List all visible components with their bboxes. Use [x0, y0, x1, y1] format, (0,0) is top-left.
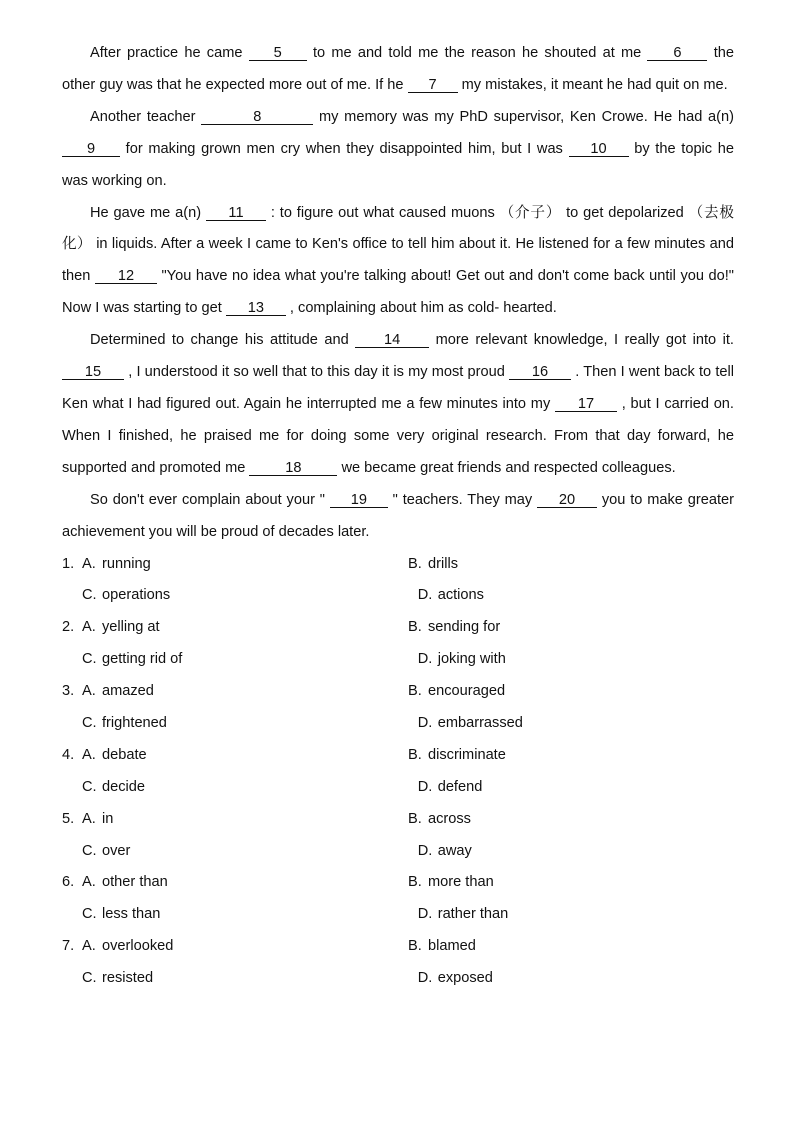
option-5b[interactable]: [408, 804, 734, 836]
option-text: away: [437, 842, 472, 859]
option-6b[interactable]: [408, 867, 734, 899]
option-text: over: [102, 842, 131, 859]
text: : to figure out what caused muons （介子） to get depolarized （去极化） in liquids. After a week I came to Ken's office to tell him about it. He listened for a few minutes and then: [62, 204, 734, 285]
option-letter: C.: [82, 587, 97, 604]
option-text: less than: [102, 906, 161, 923]
option-text: rather than: [437, 906, 509, 923]
blank-10: 10: [569, 142, 629, 157]
option-text: resisted: [102, 970, 154, 987]
blank-7: 7: [408, 78, 458, 93]
option-text: frightened: [102, 714, 167, 731]
option-letter: C.: [82, 906, 97, 923]
question-2-row-ab: [62, 612, 734, 644]
option-letter: A.: [82, 810, 96, 827]
blank-8: 8: [201, 110, 313, 125]
option-2d[interactable]: [418, 644, 734, 676]
option-7d[interactable]: [418, 963, 734, 995]
option-text: drills: [428, 555, 458, 572]
text: you to make greater achievement you will be proud of decades later.: [62, 491, 734, 540]
option-letter: B.: [408, 619, 422, 636]
option-text: yelling at: [102, 619, 160, 636]
option-letter: B.: [408, 683, 422, 700]
option-text: blamed: [428, 938, 476, 955]
option-text: running: [102, 555, 151, 572]
blank-17: 17: [555, 397, 617, 412]
question-7-row-ab: [62, 931, 734, 963]
text: So don't ever complain about your ": [90, 491, 330, 508]
option-letter: A.: [82, 555, 96, 572]
question-3-row-cd: [62, 708, 734, 740]
question-number: 2.: [62, 619, 75, 636]
option-text: joking with: [437, 651, 506, 668]
option-text: embarrassed: [437, 714, 523, 731]
text: more relevant knowledge, I really got into it.: [429, 332, 734, 349]
option-text: defend: [437, 778, 483, 795]
blank-5: 5: [249, 46, 307, 61]
option-letter: B.: [408, 874, 422, 891]
blank-19: 19: [330, 493, 388, 508]
text: After practice he came: [90, 45, 249, 61]
option-1d[interactable]: [418, 580, 734, 612]
option-text: more than: [428, 874, 494, 891]
option-text: overlooked: [102, 938, 174, 955]
blank-6: 6: [647, 46, 707, 61]
option-letter: A.: [82, 683, 96, 700]
blank-13: 13: [226, 301, 286, 316]
option-text: debate: [102, 746, 147, 763]
option-5a[interactable]: [62, 804, 408, 836]
text: , but I carried on. When I finished, he praised me for doing some very original research. From that day forward, he supported and promoted me: [62, 395, 734, 476]
option-6c[interactable]: [62, 899, 418, 931]
option-text: sending for: [428, 619, 501, 636]
text: , I understood it so well that to this day it is my most proud: [124, 364, 510, 381]
option-5d[interactable]: [418, 836, 734, 868]
option-letter: C.: [82, 651, 97, 668]
question-number: 3.: [62, 683, 75, 700]
option-letter: D.: [417, 587, 433, 604]
option-text: other than: [102, 874, 168, 891]
option-2a[interactable]: [62, 612, 408, 644]
option-letter: A.: [82, 874, 96, 891]
option-letter: C.: [82, 714, 97, 731]
option-letter: C.: [82, 778, 97, 795]
option-letter: D.: [417, 651, 433, 668]
paragraph-3: [62, 198, 734, 326]
question-4-row-ab: [62, 740, 734, 772]
paragraph-2: [62, 102, 734, 198]
option-7c[interactable]: [62, 963, 418, 995]
text: my mistakes, it meant he had quit on me.: [457, 76, 728, 93]
option-text: in: [102, 810, 114, 827]
text: my memory was my PhD supervisor, Ken Crowe. He had a(n): [313, 108, 734, 125]
option-letter: B.: [408, 810, 422, 827]
option-text: encouraged: [428, 683, 506, 700]
option-letter: A.: [82, 619, 96, 636]
option-letter: B.: [408, 555, 422, 572]
option-3b[interactable]: [408, 676, 734, 708]
blank-14: 14: [355, 333, 429, 348]
option-7b[interactable]: [408, 931, 734, 963]
option-1a[interactable]: [62, 549, 408, 581]
option-letter: C.: [82, 842, 97, 859]
option-letter: D.: [417, 970, 433, 987]
question-6-row-cd: [62, 899, 734, 931]
question-6-row-ab: [62, 867, 734, 899]
question-number: 1.: [62, 555, 75, 572]
text: . Then I went back to tell Ken what I had figured out. Again he interrupted me a few minutes into my: [62, 364, 734, 412]
option-6d[interactable]: [418, 899, 734, 931]
text: Determined to change his attitude and: [90, 332, 356, 349]
blank-9: 9: [62, 142, 120, 157]
option-1b[interactable]: [408, 549, 734, 581]
option-letter: B.: [408, 938, 422, 955]
option-text: actions: [437, 587, 484, 604]
blank-16: 16: [509, 365, 571, 380]
text: Another teacher: [90, 108, 202, 125]
option-letter: D.: [417, 778, 433, 795]
option-4d[interactable]: [418, 772, 734, 804]
blank-20: 20: [537, 493, 597, 508]
option-6a[interactable]: [62, 867, 408, 899]
question-4-row-cd: [62, 772, 734, 804]
text: by the topic he was working on.: [62, 140, 735, 189]
text: , complaining about him as cold- hearted.: [285, 300, 557, 317]
question-3-row-ab: [62, 676, 734, 708]
option-text: decide: [102, 778, 146, 795]
option-4c[interactable]: [62, 772, 418, 804]
option-letter: A.: [82, 938, 96, 955]
option-2c[interactable]: [62, 644, 418, 676]
option-text: exposed: [437, 970, 493, 987]
blank-12: 12: [95, 269, 157, 284]
text: "You have no idea what you're talking about! Get out and don't come back until you do!" Now I was starting to get: [62, 268, 734, 317]
option-text: discriminate: [428, 746, 506, 763]
question-number: 7.: [62, 938, 75, 955]
paragraph-1: [62, 38, 734, 102]
question-number: 6.: [62, 874, 75, 891]
text: for making grown men cry when they disappointed him, but I was: [120, 140, 569, 157]
question-1-row-cd: [62, 580, 734, 612]
option-letter: D.: [417, 906, 433, 923]
question-7-row-cd: [62, 963, 734, 995]
option-text: amazed: [102, 683, 154, 700]
option-3d[interactable]: [418, 708, 734, 740]
blank-11: 11: [206, 206, 266, 221]
paragraph-4: [62, 325, 734, 485]
options-list: [62, 549, 734, 995]
blank-18: 18: [249, 461, 337, 476]
question-number: 5.: [62, 810, 75, 827]
option-4b[interactable]: [408, 740, 734, 772]
option-letter: B.: [408, 746, 422, 763]
option-letter: C.: [82, 970, 97, 987]
question-5-row-ab: [62, 804, 734, 836]
option-3a[interactable]: [62, 676, 408, 708]
question-1-row-ab: [62, 549, 734, 581]
text: to me and told me the reason he shouted at me: [306, 45, 648, 61]
text: " teachers. They may: [387, 491, 537, 508]
option-letter: D.: [417, 842, 433, 859]
question-number: 4.: [62, 746, 75, 763]
option-7a[interactable]: [62, 931, 408, 963]
option-5c[interactable]: [62, 836, 418, 868]
option-1c[interactable]: [62, 580, 418, 612]
option-text: getting rid of: [102, 651, 183, 668]
question-2-row-cd: [62, 644, 734, 676]
option-3c[interactable]: [62, 708, 418, 740]
text: we became great friends and respected colleagues.: [337, 459, 676, 476]
paragraph-5: [62, 485, 734, 549]
option-2b[interactable]: [408, 612, 734, 644]
option-text: operations: [102, 587, 171, 604]
option-text: across: [428, 810, 471, 827]
question-5-row-cd: [62, 836, 734, 868]
blank-15: 15: [62, 365, 124, 380]
option-letter: A.: [82, 746, 96, 763]
text: He gave me a(n): [90, 204, 206, 221]
document-page: [62, 38, 734, 995]
option-4a[interactable]: [62, 740, 408, 772]
option-letter: D.: [417, 714, 433, 731]
text: the other guy was that he expected more out of me. If he: [62, 45, 734, 93]
